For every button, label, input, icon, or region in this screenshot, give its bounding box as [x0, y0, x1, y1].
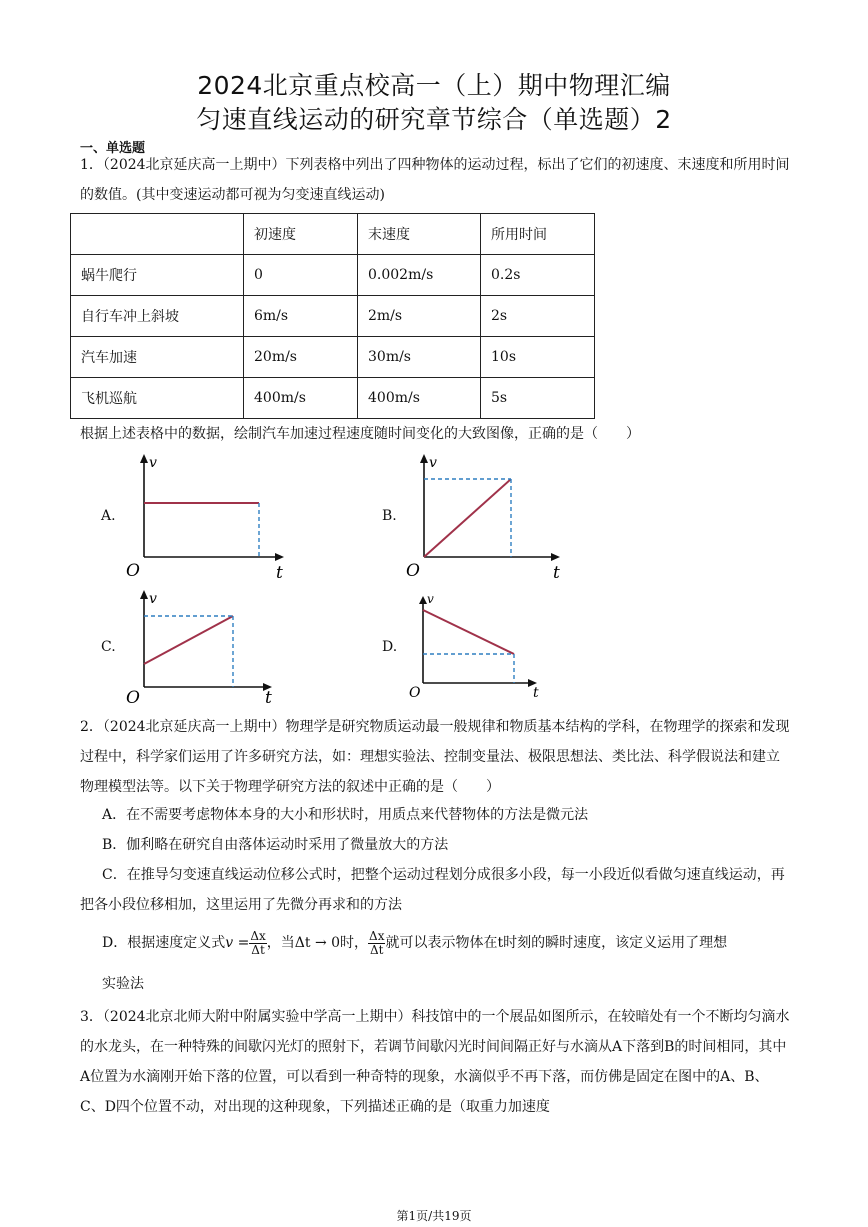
- origin-label: O: [406, 561, 420, 581]
- v-axis-label: v: [427, 592, 434, 606]
- table-cell: 2m/s: [358, 296, 481, 337]
- v-axis-label: v: [149, 591, 157, 607]
- table-header-cell: 初速度: [244, 214, 358, 255]
- table-cell: 400m/s: [358, 378, 481, 419]
- option-c-label: C.: [101, 639, 116, 655]
- velocity-line: [144, 616, 233, 664]
- question-1-prompt: 根据上述表格中的数据，绘制汽车加速过程速度随时间变化的大致图像，正确的是（ ）: [80, 426, 640, 442]
- velocity-line: [423, 610, 514, 654]
- option-c-graph: [120, 586, 290, 706]
- table-cell: 400m/s: [244, 378, 358, 419]
- page-footer: 第1页/共19页: [396, 1209, 472, 1223]
- question-2-option-d: [102, 928, 802, 958]
- question-2-option-d-end: 实验法: [102, 976, 144, 992]
- v-axis-label: v: [429, 455, 437, 471]
- table-cell: 6m/s: [244, 296, 358, 337]
- question-3-stem: 3．（2024北京北师大附中附属实验中学高一上期中）科技馆中的一个展品如图所示，在较暗处有一个不断均匀滴水的水龙头，在一种特殊的间歇闪光灯的照射下，若调节间歇闪光时间间隔正好与水滴从A下落到B的时间相同，其中A位置为水滴刚开始下落的位置，可以看到一种奇特的现象，水滴似乎不再下落，而仿佛是固定在图中的A、B、C、D四个位置不动，对出现的这种现象，下列描述正确的是（取重力加速度: [80, 1009, 790, 1115]
- table-cell: 蜗牛爬行: [71, 255, 244, 296]
- option-b-graph: [400, 450, 580, 585]
- velocity-line: [424, 479, 511, 557]
- section-title: 一、单选题: [80, 141, 146, 156]
- question-2-stem: 2．（2024北京延庆高一上期中）物理学是研究物质运动最一般规律和物质基本结构的学科，在物理学的探索和发现过程中，科学家们运用了许多研究方法，如：理想实验法、控制变量法、极限思想法、类比法、科学假说法和建立物理模型法等。以下关于物理学研究方法的叙述中正确的是（ ）: [80, 719, 790, 795]
- question-2-option-b: B．伽利略在研究自由落体运动时采用了微量放大的方法: [102, 837, 449, 853]
- table-header-cell: [71, 214, 244, 255]
- option-b-label: B.: [382, 508, 397, 524]
- origin-label: O: [409, 685, 421, 701]
- option-d-mid: ，当Δt → 0时，: [266, 935, 369, 951]
- v-axis-label: v: [149, 455, 157, 471]
- table-header-cell: 末速度: [358, 214, 481, 255]
- document-title-line-2: 匀速直线运动的研究章节综合（单选题）2: [196, 105, 672, 134]
- velocity-symbol: v =: [225, 935, 250, 951]
- origin-label: O: [126, 688, 140, 708]
- t-axis-label: t: [553, 563, 560, 583]
- origin-label: O: [126, 561, 140, 581]
- table-cell: 0: [244, 255, 358, 296]
- table-cell: 飞机巡航: [71, 378, 244, 419]
- table-cell: 20m/s: [244, 337, 358, 378]
- question-1-stem: 1．（2024北京延庆高一上期中）下列表格中列出了四种物体的运动过程，标出了它们的初速度、末速度和所用时间的数值。(其中变速运动都可视为匀变速直线运动): [80, 157, 790, 203]
- option-a-label: A.: [101, 508, 116, 524]
- document-title-line-1: 2024北京重点校高一（上）期中物理汇编: [197, 71, 671, 100]
- table-cell: 0.2s: [481, 255, 595, 296]
- table-cell: 30m/s: [358, 337, 481, 378]
- table-header-cell: 所用时间: [481, 214, 595, 255]
- t-axis-label: t: [533, 685, 539, 701]
- table-row: [71, 378, 595, 419]
- option-d-prefix: D．根据速度定义式: [102, 935, 226, 951]
- question-2-option-c: C．在推导匀变速直线运动位移公式时，把整个运动过程划分成很多小段，每一小段近似看做匀速直线运动，再把各小段位移相加，这里运用了先微分再求和的方法: [80, 867, 785, 913]
- table-cell: 5s: [481, 378, 595, 419]
- table-row: [71, 296, 595, 337]
- table-header-row: [71, 214, 595, 255]
- table-row: [71, 255, 595, 296]
- option-d-suffix: 就可以表示物体在t时刻的瞬时速度，该定义运用了理想: [385, 935, 728, 951]
- table-cell: 自行车冲上斜坡: [71, 296, 244, 337]
- option-d-label: D.: [382, 639, 398, 655]
- t-axis-label: t: [276, 563, 283, 583]
- option-d-graph: [400, 588, 560, 703]
- table-row: [71, 337, 595, 378]
- t-axis-label: t: [265, 688, 272, 708]
- table-cell: 0.002m/s: [358, 255, 481, 296]
- table-cell: 汽车加速: [71, 337, 244, 378]
- dx-dt-fraction: $\frac{\Delta x}{\Delta t}$: [250, 928, 266, 957]
- table-cell: 10s: [481, 337, 595, 378]
- question-2-option-a: A．在不需要考虑物体本身的大小和形状时，用质点来代替物体的方法是微元法: [102, 807, 589, 823]
- motion-data-table: [70, 213, 595, 419]
- dx-dt-fraction-2: $\frac{\Delta x}{\Delta t}$: [369, 928, 385, 957]
- option-a-graph: [120, 450, 300, 585]
- table-cell: 2s: [481, 296, 595, 337]
